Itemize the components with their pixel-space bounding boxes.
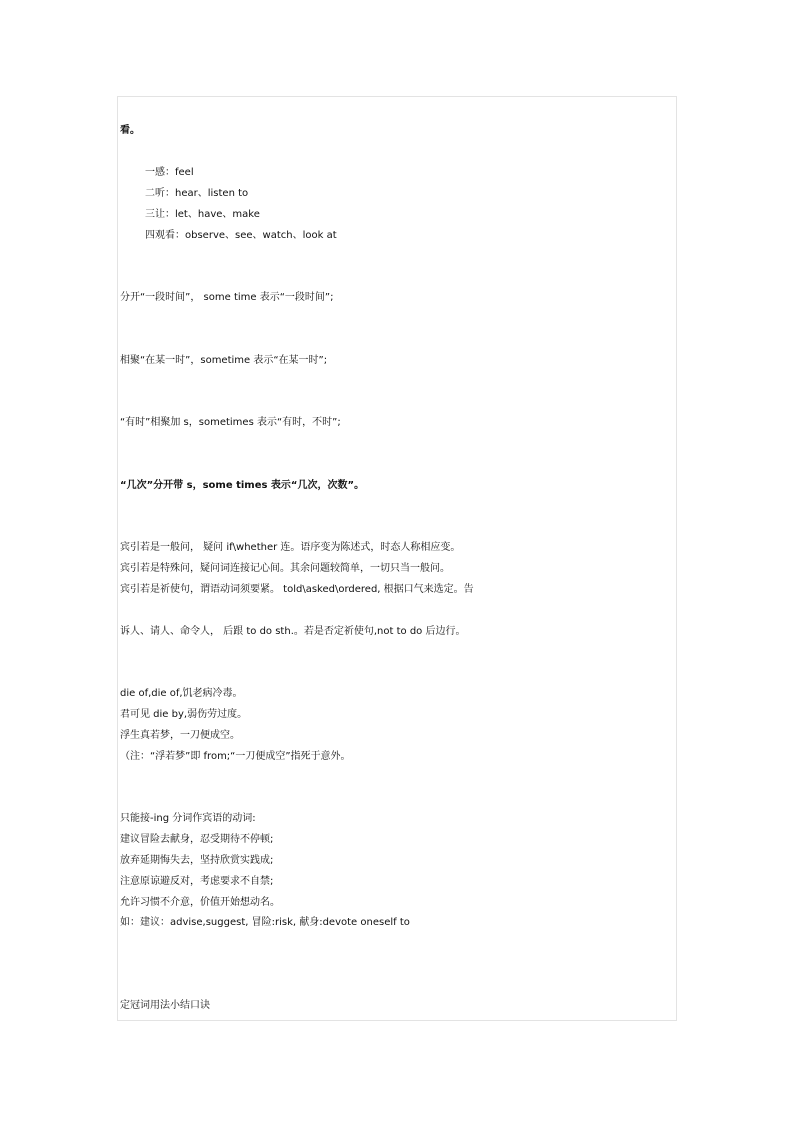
sometime-rule: 相聚“在某一时”，sometime 表示“在某一时”;	[120, 355, 328, 366]
die-rule-note: （注：“浮若梦”即 from;“一刀便成空”指死于意外。	[120, 751, 351, 762]
some-time-rule: 分开“一段时间”， some time 表示“一段时间”;	[120, 292, 334, 303]
gerund-line-2: 放弃延期悔失去，坚持欣赏实践成;	[120, 855, 274, 866]
intro-text: 看。	[120, 125, 140, 136]
gerund-title: 只能接-ing 分词作宾语的动词:	[120, 813, 256, 824]
die-rule-from: 浮生真若梦，一刀便成空。	[120, 730, 240, 741]
verb-line-let: 三让：let、have、make	[145, 209, 260, 220]
indirect-rule-imperative: 宾引若是祈使句，谓语动词须要紧。 told\asked\ordered, 根据口气来选定。告	[120, 584, 474, 595]
indirect-rule-special: 宾引若是特殊问，疑问词连接记心间。其余问题较简单，一切只当一般问。	[120, 563, 450, 574]
die-rule-of: die of,die of,饥老病冷毒。	[120, 688, 243, 699]
die-rule-by: 君可见 die by,弱伤劳过度。	[120, 709, 248, 720]
gerund-line-4: 允许习惯不介意，价值开始想动名。	[120, 897, 280, 908]
verb-line-feel: 一感：feel	[145, 167, 194, 178]
indirect-rule-imperative-cont: 诉人、请人、命令人， 后跟 to do sth.。若是否定祈使句,not to do 后边行。	[120, 626, 466, 637]
footer-heading: 定冠词用法小结口诀	[120, 1000, 210, 1011]
verb-line-hear: 二听：hear、listen to	[145, 188, 249, 199]
gerund-example: 如：建议：advise,suggest, 冒险:risk, 献身:devote oneself to	[120, 917, 410, 928]
sometimes-rule: “有时”相聚加 s，sometimes 表示“有时，不时”;	[120, 417, 341, 428]
gerund-line-1: 建议冒险去献身，忍受期待不停顿;	[120, 834, 274, 845]
gerund-line-3: 注意原谅避反对，考虑要求不自禁;	[120, 876, 274, 887]
indirect-rule-general: 宾引若是一般问， 疑问 if\whether 连。语序变为陈述式，时态人称相应变。	[120, 542, 461, 553]
some-times-rule: “几次”分开带 s，some times 表示“几次，次数”。	[120, 480, 365, 491]
verb-line-observe: 四观看：observe、see、watch、look at	[145, 230, 337, 241]
